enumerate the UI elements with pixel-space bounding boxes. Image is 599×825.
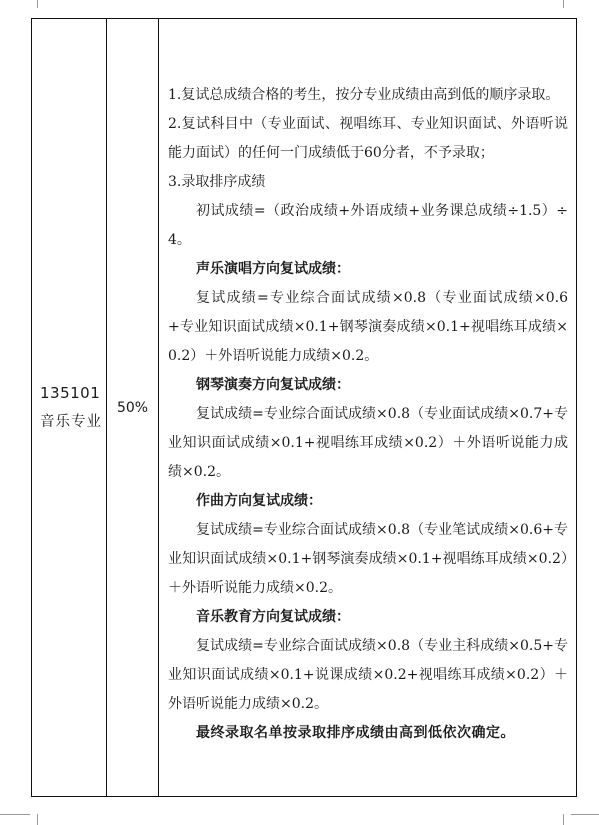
formula-paragraph: 复试成绩=专业综合面试成绩×0.8（专业笔试成绩×0.6+专业知识面试成绩×0.1+钢琴演奏成绩×0.1+视唱练耳成绩×0.2）＋外语听说能力成绩×0.2。 [168, 522, 568, 596]
rules-list [168, 81, 568, 748]
rule-paragraph: 2.复试科目中（专业面试、视唱练耳、专业知识面试、外语听说能力面试）的任何一门成绩低于60分者，不予录取； [168, 116, 568, 161]
crop-mark-bottom-right-vertical [563, 814, 564, 825]
table-row [32, 19, 577, 797]
major-cell [32, 19, 107, 797]
section-heading: 作曲方向复试成绩： [196, 493, 322, 509]
formula-paragraph: 复试成绩=专业综合面试成绩×0.8（专业面试成绩×0.7+专业知识面试成绩×0.1+视唱练耳成绩×0.2）＋外语听说能力成绩×0.2。 [168, 406, 568, 480]
final-statement: 最终录取名单按录取排序成绩由高到低依次确定。 [196, 725, 515, 741]
formula-paragraph: 复试成绩=专业综合面试成绩×0.8（专业面试成绩×0.6 +专业知识面试成绩×0.1+钢琴演奏成绩×0.1+视唱练耳成绩×0.2）＋外语听说能力成绩×0.2。 [168, 290, 568, 364]
percent-cell [107, 19, 159, 797]
crop-mark-bottom-left-horizontal [0, 814, 30, 815]
section-heading: 钢琴演奏方向复试成绩： [196, 377, 350, 393]
section-heading: 音乐教育方向复试成绩： [196, 609, 350, 625]
weight-percent: 50% [116, 399, 149, 416]
crop-mark-top-left [37, 0, 38, 8]
rule-paragraph: 3.录取排序成绩 [168, 174, 266, 190]
formula-paragraph: 初试成绩=（政治成绩+外语成绩+业务课总成绩÷1.5）÷4。 [168, 203, 568, 248]
section-heading: 声乐演唱方向复试成绩： [196, 261, 350, 277]
admission-rules-table [31, 18, 577, 797]
major-name: 音乐专业 [40, 413, 102, 430]
crop-mark-bottom-left-vertical [37, 814, 38, 825]
rule-paragraph: 1.复试总成绩合格的考生，按分专业成绩由高到低的顺序录取。 [168, 87, 560, 103]
major-code: 135101 [40, 383, 101, 402]
crop-mark-top-right [563, 0, 564, 8]
rules-cell [159, 19, 577, 797]
crop-mark-bottom-right-horizontal [571, 814, 599, 815]
formula-paragraph: 复试成绩=专业综合面试成绩×0.8（专业主科成绩×0.5+专业知识面试成绩×0.1+说课成绩×0.2+视唱练耳成绩×0.2）＋外语听说能力成绩×0.2。 [168, 638, 568, 712]
